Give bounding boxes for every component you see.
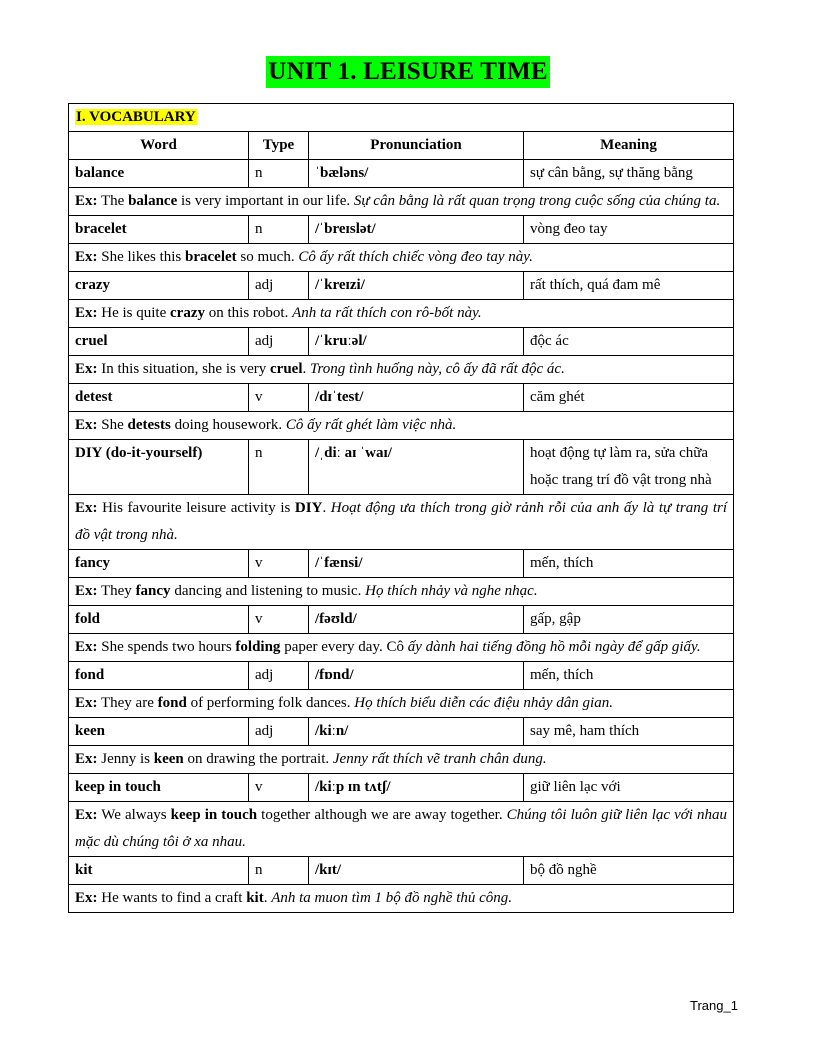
header-row xyxy=(69,132,734,160)
page-title: UNIT 1. LEISURE TIME xyxy=(266,56,550,88)
vocab-meaning: giữ liên lạc với xyxy=(524,774,734,802)
example-text: of performing folk dances. xyxy=(186,695,355,711)
example-label: Ex: xyxy=(75,890,98,906)
vocab-row xyxy=(69,272,734,300)
example-text: His favourite leisure activity is xyxy=(97,500,295,516)
example-keyword: keen xyxy=(153,751,184,767)
header-pronunciation: Pronunciation xyxy=(309,132,524,160)
vocab-row xyxy=(69,774,734,802)
vocab-word: keep in touch xyxy=(69,774,249,802)
example-label: Ex: xyxy=(75,249,98,265)
example-keyword: fancy xyxy=(135,583,171,599)
vocab-word: bracelet xyxy=(69,216,249,244)
example-label: Ex: xyxy=(75,193,98,209)
vocab-meaning: căm ghét xyxy=(524,384,734,412)
vocab-type: n xyxy=(249,160,309,188)
vocab-pronunciation: /ˈfænsi/ xyxy=(309,550,524,578)
example-text: She spends two hours xyxy=(97,639,236,655)
example-translation: Jenny rất thích vẽ tranh chân dung. xyxy=(332,751,547,767)
vocab-pronunciation: /ˈkruːəl/ xyxy=(309,328,524,356)
example-text: In this situation, she is very xyxy=(97,361,270,377)
example-keyword: folding xyxy=(235,639,281,655)
example-translation: Hoạt động ưa thích trong giờ rảnh rỗi của anh ấy là tự trang trí đồ vật trong nhà. xyxy=(75,500,727,543)
vocab-type: n xyxy=(249,857,309,885)
vocabulary-table xyxy=(68,103,734,913)
example-text: The xyxy=(97,193,129,209)
example-keyword: crazy xyxy=(170,305,205,321)
vocab-row xyxy=(69,857,734,885)
example-keyword: fond xyxy=(157,695,187,711)
vocab-word: cruel xyxy=(69,328,249,356)
example-text: We always xyxy=(97,807,171,823)
example-text: doing housework. xyxy=(170,417,286,433)
example-translation: Họ thích nhảy và nghe nhạc. xyxy=(365,583,538,599)
vocab-word: balance xyxy=(69,160,249,188)
example-translation: Anh ta muon tìm 1 bộ đồ nghề thủ công. xyxy=(271,890,513,906)
vocab-row xyxy=(69,550,734,578)
vocab-meaning: gấp, gập xyxy=(524,606,734,634)
vocab-type: v xyxy=(249,606,309,634)
vocab-meaning: mến, thích xyxy=(524,550,734,578)
example-translation: Anh ta rất thích con rô-bốt này. xyxy=(292,305,482,321)
example-cell xyxy=(69,802,734,857)
example-row xyxy=(69,578,734,606)
example-cell xyxy=(69,188,734,216)
example-cell xyxy=(69,412,734,440)
vocab-type: n xyxy=(249,440,309,495)
example-label: Ex: xyxy=(75,417,98,433)
section-heading: I. VOCABULARY xyxy=(76,109,196,125)
example-text: . xyxy=(263,890,272,906)
vocab-type: adj xyxy=(249,662,309,690)
example-cell xyxy=(69,578,734,606)
vocab-pronunciation: /kɪt/ xyxy=(309,857,524,885)
example-translation: Sự cân bằng là rất quan trọng trong cuộc sống của chúng ta. xyxy=(353,193,721,209)
example-text: She xyxy=(97,417,128,433)
vocab-word: crazy xyxy=(69,272,249,300)
example-label: Ex: xyxy=(75,305,98,321)
vocab-type: adj xyxy=(249,328,309,356)
vocab-pronunciation: /ˈkreɪzi/ xyxy=(309,272,524,300)
example-row xyxy=(69,300,734,328)
example-text: He is quite xyxy=(97,305,170,321)
vocab-word: DIY (do-it-yourself) xyxy=(69,440,249,495)
example-translation: Cô ấy rất thích chiếc vòng đeo tay này. xyxy=(298,249,533,265)
header-type: Type xyxy=(249,132,309,160)
vocab-row xyxy=(69,718,734,746)
example-keyword: cruel xyxy=(270,361,303,377)
example-cell xyxy=(69,244,734,272)
vocab-pronunciation: /ˌdiː aɪ ˈwaɪ/ xyxy=(309,440,524,495)
example-row xyxy=(69,356,734,384)
example-row xyxy=(69,188,734,216)
example-row xyxy=(69,802,734,857)
vocab-word: keen xyxy=(69,718,249,746)
vocab-pronunciation: ˈbæləns/ xyxy=(309,160,524,188)
example-keyword: keep in touch xyxy=(170,807,258,823)
vocabulary-table-body xyxy=(69,104,734,913)
vocab-row xyxy=(69,384,734,412)
example-text: together although we are away together. xyxy=(257,807,507,823)
example-cell xyxy=(69,746,734,774)
vocab-meaning: độc ác xyxy=(524,328,734,356)
example-cell xyxy=(69,690,734,718)
example-text: is very important in our life. xyxy=(177,193,354,209)
vocab-row xyxy=(69,216,734,244)
vocab-type: v xyxy=(249,550,309,578)
example-translation: Họ thích biểu diễn các điệu nhảy dân gian. xyxy=(354,695,613,711)
vocab-pronunciation: /fɒnd/ xyxy=(309,662,524,690)
example-text: They are xyxy=(97,695,158,711)
vocab-row xyxy=(69,328,734,356)
vocab-row xyxy=(69,606,734,634)
example-keyword: bracelet xyxy=(185,249,237,265)
example-translation: Cô ấy rất ghét làm việc nhà. xyxy=(285,417,457,433)
vocab-row xyxy=(69,440,734,495)
vocab-word: kit xyxy=(69,857,249,885)
vocab-pronunciation: /dɪˈtest/ xyxy=(309,384,524,412)
example-label: Ex: xyxy=(75,639,98,655)
header-word: Word xyxy=(69,132,249,160)
example-translation: Trong tình huống này, cô ấy đã rất độc ác. xyxy=(309,361,565,377)
example-row xyxy=(69,690,734,718)
vocab-meaning: sự cân bằng, sự thăng bằng xyxy=(524,160,734,188)
vocab-pronunciation: /fəʊld/ xyxy=(309,606,524,634)
vocab-meaning: say mê, ham thích xyxy=(524,718,734,746)
section-row xyxy=(69,104,734,132)
vocab-meaning: mến, thích xyxy=(524,662,734,690)
example-keyword: kit xyxy=(246,890,264,906)
vocab-type: v xyxy=(249,774,309,802)
example-keyword: detests xyxy=(127,417,171,433)
example-text: . xyxy=(302,361,310,377)
example-label: Ex: xyxy=(75,361,98,377)
vocab-type: v xyxy=(249,384,309,412)
example-text: so much. xyxy=(236,249,299,265)
example-cell xyxy=(69,300,734,328)
title-wrapper xyxy=(0,56,816,88)
vocab-pronunciation: /ˈbreɪslət/ xyxy=(309,216,524,244)
header-meaning: Meaning xyxy=(524,132,734,160)
example-text: He wants to find a craft xyxy=(97,890,247,906)
example-text: paper every day. Cô xyxy=(280,639,408,655)
example-row xyxy=(69,412,734,440)
example-text: on this robot. xyxy=(204,305,293,321)
example-cell xyxy=(69,356,734,384)
vocab-word: fold xyxy=(69,606,249,634)
example-text: on drawing the portrait. xyxy=(183,751,333,767)
example-cell xyxy=(69,495,734,550)
example-label: Ex: xyxy=(75,807,98,823)
vocab-meaning: hoạt động tự làm ra, sửa chữa hoặc trang trí đồ vật trong nhà xyxy=(524,440,734,495)
example-keyword: balance xyxy=(128,193,178,209)
example-translation: ấy dành hai tiếng đồng hồ mỗi ngày để gấp giấy. xyxy=(407,639,701,655)
example-row xyxy=(69,885,734,913)
vocab-word: fancy xyxy=(69,550,249,578)
example-text: They xyxy=(97,583,136,599)
example-text: She likes this xyxy=(97,249,186,265)
example-row xyxy=(69,244,734,272)
vocab-word: detest xyxy=(69,384,249,412)
vocab-pronunciation: /kiːp ɪn tʌtʃ/ xyxy=(309,774,524,802)
vocab-type: n xyxy=(249,216,309,244)
vocab-word: fond xyxy=(69,662,249,690)
example-translation: Chúng tôi luôn giữ liên lạc với nhau mặc dù chúng tôi ở xa nhau. xyxy=(75,807,727,850)
example-label: Ex: xyxy=(75,583,98,599)
vocab-meaning: vòng đeo tay xyxy=(524,216,734,244)
example-text: . xyxy=(322,500,331,516)
example-label: Ex: xyxy=(75,500,98,516)
page-number: Trang_1 xyxy=(690,998,738,1013)
example-label: Ex: xyxy=(75,695,98,711)
example-cell xyxy=(69,634,734,662)
example-text: Jenny is xyxy=(97,751,154,767)
vocab-meaning: bộ đồ nghề xyxy=(524,857,734,885)
vocab-row xyxy=(69,160,734,188)
vocab-type: adj xyxy=(249,272,309,300)
example-row xyxy=(69,746,734,774)
example-text: dancing and listening to music. xyxy=(170,583,366,599)
vocab-pronunciation: /kiːn/ xyxy=(309,718,524,746)
vocab-type: adj xyxy=(249,718,309,746)
example-label: Ex: xyxy=(75,751,98,767)
example-cell xyxy=(69,885,734,913)
vocab-row xyxy=(69,662,734,690)
vocab-meaning: rất thích, quá đam mê xyxy=(524,272,734,300)
example-row xyxy=(69,634,734,662)
example-keyword: DIY xyxy=(294,500,323,516)
section-cell xyxy=(69,104,734,132)
example-row xyxy=(69,495,734,550)
